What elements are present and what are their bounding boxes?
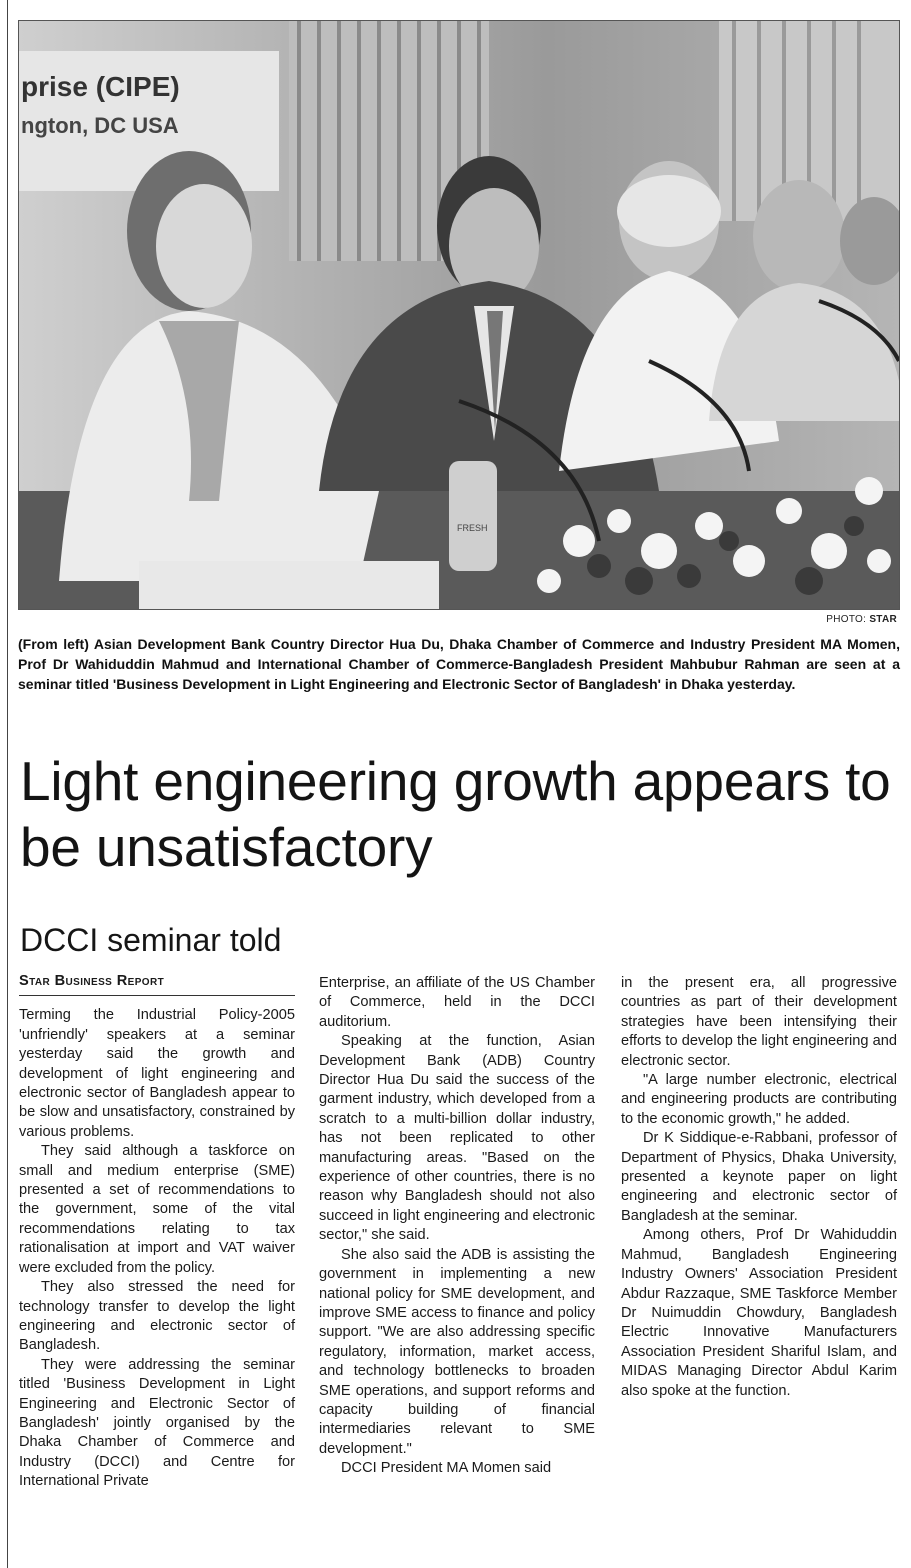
column-divider-line <box>7 0 8 1568</box>
banner-text-line1: prise (CIPE) <box>21 71 180 102</box>
article-column-2 <box>319 974 595 1479</box>
photo-credit-label: PHOTO: <box>826 614 867 625</box>
paragraph: They also stressed the need for technology transfer to develop the light engineering and electronic sector of Bangladesh. <box>19 1279 295 1354</box>
article-column-1 <box>19 972 295 1492</box>
article-column-3 <box>621 974 897 1401</box>
paragraph: DCCI President MA Momen said <box>341 1460 552 1477</box>
paragraph: Among others, Prof Dr Wahiduddin Mahmud, Bangladesh Engineering Industry Owners' Association President Abdur Razzaque, SME Taskforce Member Dr Nuimuddin Chowdury, Bangladesh Electric Innovative Manufacturers Association President Shariful Islam, and MIDAS Managing Director Abdul Karim also spoke at the function. <box>621 1227 897 1399</box>
byline: Star Business Report <box>19 972 295 996</box>
paragraph: They were addressing the seminar titled 'Business Development in Light Engineering and Electronic Sector of Bangladesh' jointly organised by the Dhaka Chamber of Commerce and Industry (DCCI) and Centre for International Private <box>19 1356 295 1490</box>
paragraph: Terming the Industrial Policy-2005 'unfriendly' speakers at a seminar yesterday said the growth and development of light engineering and electronic sector of Bangladesh appear to be slow and unsatisfactory, constrained by various problems. <box>19 1007 295 1140</box>
news-photo <box>18 20 900 610</box>
paragraph: "A large number electronic, electrical and engineering products are contributing to the economic growth," he added. <box>621 1072 897 1127</box>
paragraph: They said although a taskforce on small and medium enterprise (SME) presented a set of recommendations to the government, some of the vital recommendations relating to tax rationalisation at import and VAT waiver were excluded from the policy. <box>19 1143 295 1276</box>
bottle-label: FRESH <box>457 523 488 533</box>
headline: Light engineering growth appears to be unsatisfactory <box>20 750 891 878</box>
subheadline: DCCI seminar told <box>20 922 282 958</box>
paragraph: Enterprise, an affiliate of the US Chamber of Commerce, held in the DCCI auditorium. <box>319 975 595 1030</box>
photo-credit-source: STAR <box>869 614 897 625</box>
paragraph: Speaking at the function, Asian Development Bank (ADB) Country Director Hua Du said the success of the garment industry, which developed from a scratch to a multi-billion dollar industry, has not been replicated to other manufacturing areas. "Based on the experience of other countries, there is no reason why Bangladesh should not also succeed in light engineering and electronic sector," she said. <box>319 1033 595 1244</box>
paragraph: She also said the ADB is assisting the government in implementing a new national policy for SME development, and improve SME access to finance and policy support. "We are also addressing specific regulatory, information, market access, and technology bottlenecks to broaden SME operations, and support reforms and capacity building of financial intermediaries relevant to SME development." <box>319 1246 595 1457</box>
photo-caption: (From left) Asian Development Bank Country Director Hua Du, Dhaka Chamber of Commerce and Industry President MA Momen, Prof Dr Wahiduddin Mahmud and International Chamber of Commerce-Bangladesh President Mahbubur Rahman are seen at a seminar titled 'Business Development in Light Engineering and Electronic Sector of Bangladesh' in Dhaka yesterday. <box>18 636 900 692</box>
paragraph: in the present era, all progressive countries as part of their development strategies have been intensifying their efforts to develop the light engineering and electronic sector. <box>621 975 897 1069</box>
banner-text-line2: ngton, DC USA <box>21 113 179 138</box>
photo-credit <box>826 614 897 625</box>
paragraph: Dr K Siddique-e-Rabbani, professor of Department of Physics, Dhaka University, presented a keynote paper on light engineering and electronic sector of Bangladesh at the seminar. <box>621 1130 897 1224</box>
